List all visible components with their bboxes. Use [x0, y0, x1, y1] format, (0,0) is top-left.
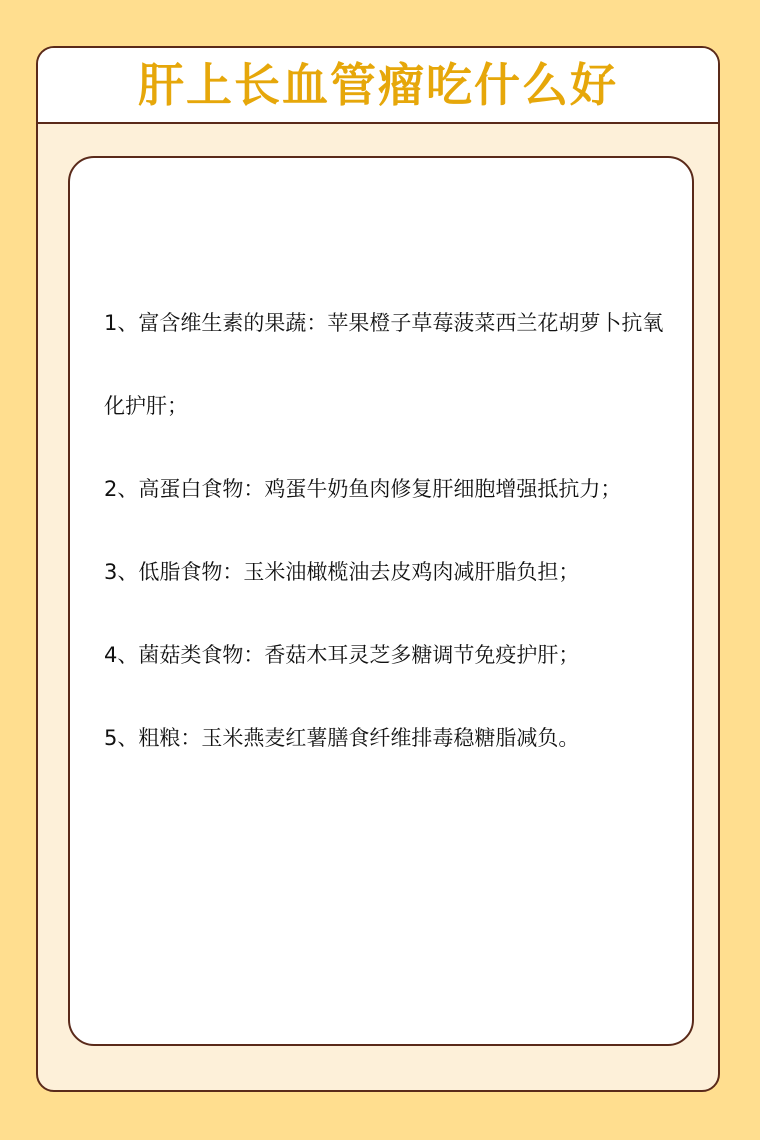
- list-item: 4、菌菇类食物：香菇木耳灵芝多糖调节免疫护肝；: [104, 643, 580, 667]
- list-item: 5、粗粮：玉米燕麦红薯膳食纤维排毒稳糖脂减负。: [104, 726, 580, 750]
- content-list: [104, 282, 664, 780]
- page-title: 肝上长血管瘤吃什么好: [138, 58, 618, 112]
- content-card: [68, 156, 694, 1046]
- list-item: 2、高蛋白食物：鸡蛋牛奶鱼肉修复肝细胞增强抵抗力；: [104, 477, 622, 501]
- list-item: 1、富含维生素的果蔬：苹果橙子草莓菠菜西兰花胡萝卜抗氧化护肝；: [104, 311, 664, 418]
- outer-card: [36, 46, 720, 1092]
- title-bar: [38, 48, 718, 124]
- list-item: 3、低脂食物：玉米油橄榄油去皮鸡肉减肝脂负担；: [104, 560, 580, 584]
